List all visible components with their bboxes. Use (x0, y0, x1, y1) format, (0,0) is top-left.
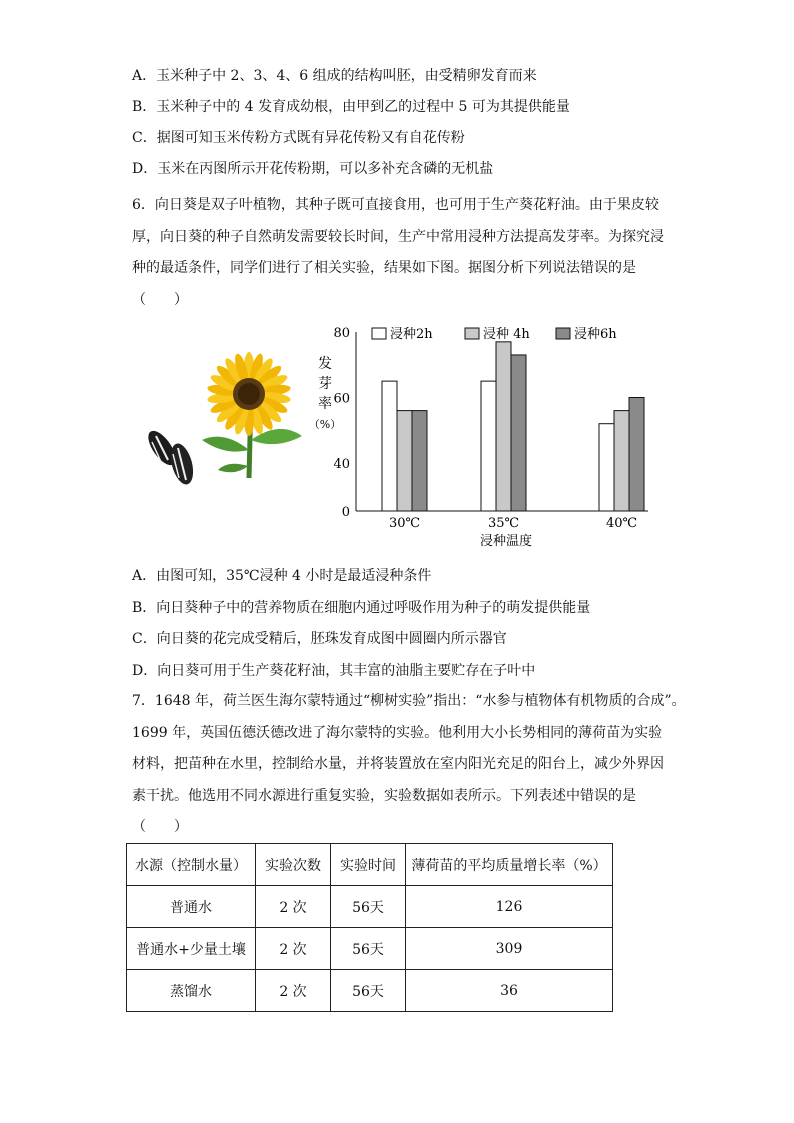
q7-data-table (126, 843, 613, 1012)
y-tick-label: 80 (333, 326, 350, 341)
sunflower-seeds (143, 426, 197, 486)
table-cell: 蒸馏水 (127, 970, 256, 1012)
legend-label: 浸种2h (390, 327, 433, 342)
q7-bracket: （ ） (132, 819, 188, 835)
bar (511, 355, 526, 511)
table-header-cell: 实验时间 (331, 844, 406, 886)
q7-stem-line: 7．1648 年，荷兰医生海尔蒙特通过“柳树实验”指出：“水参与植物体有机物质的合成”。 (132, 693, 686, 709)
q5-option-c: C．据图可知玉米传粉方式既有异花传粉又有自花传粉 (132, 130, 465, 146)
bar (496, 342, 511, 511)
table-cell: 2 次 (256, 928, 331, 970)
table-cell: 309 (406, 928, 613, 970)
q7-stem-line: 素干扰。他选用不同水源进行重复实验，实验数据如表所示。下列表述中错误的是 (132, 787, 636, 804)
q6-option-c: C．向日葵的花完成受精后，胚珠发育成图中圆圈内所示器官 (132, 631, 507, 647)
table-cell: 普通水+少量土壤 (127, 928, 256, 970)
bar (397, 411, 412, 511)
q6-stem-line: 6．向日葵是双子叶植物，其种子既可直接食用，也可用于生产葵花籽油。由于果皮较 (132, 197, 659, 213)
q6-option-d: D．向日葵可用于生产葵花籽油，其丰富的油脂主要贮存在子叶中 (132, 662, 536, 679)
y-label-char: 发 (318, 356, 332, 372)
x-tick-label: 35℃ (487, 516, 520, 531)
legend-swatch (465, 328, 479, 339)
table-cell: 126 (406, 886, 613, 928)
table-header-cell: 实验次数 (256, 844, 331, 886)
bar (599, 424, 614, 511)
table-cell: 普通水 (127, 886, 256, 928)
x-tick-label: 30℃ (388, 516, 421, 531)
q6-bracket: （ ） (132, 291, 188, 308)
legend-label: 浸种 4h (483, 327, 530, 342)
y-tick-label: 0 (341, 505, 350, 520)
bar (382, 381, 397, 511)
x-axis-label: 浸种温度 (479, 534, 533, 549)
y-label-char: （%） (308, 418, 342, 431)
y-label-char: 率 (318, 396, 332, 412)
x-tick-label: 40℃ (605, 516, 638, 531)
x-ticks (389, 516, 637, 531)
q6-figure (132, 318, 672, 562)
legend-swatch (556, 328, 570, 339)
y-tick-label: 60 (333, 391, 350, 407)
y-tick-label: 40 (333, 457, 350, 472)
table-row (127, 886, 613, 928)
y-label-char: 芽 (318, 376, 332, 392)
bar (614, 411, 629, 511)
q7-stem-line: 材料，把苗种在水里，控制给水量，并将装置放在室内阳光充足的阳台上，减少外界因 (132, 756, 664, 772)
table-header-row (127, 844, 613, 886)
q7-stem-line: 1699 年，英国伍德沃德改进了海尔蒙特的实验。他利用大小长势相同的薄荷苗为实验 (132, 724, 663, 741)
germination-chart (309, 326, 648, 549)
q5-option-d: D．玉米在丙图所示开花传粉期，可以多补充含磷的无机盐 (132, 161, 494, 177)
q6-stem (132, 190, 672, 316)
table-row (127, 970, 613, 1012)
table-cell: 56天 (331, 886, 406, 928)
table-row (127, 928, 613, 970)
table-cell: 2 次 (256, 886, 331, 928)
bar (481, 381, 496, 511)
table-cell: 36 (406, 970, 613, 1012)
q6-stem-line: 厚，向日葵的种子自然萌发需要较长时间，生产中常用浸种方法提高发芽率。为探究浸 (132, 228, 664, 245)
sunflower-illustration (202, 352, 302, 478)
q5-option-a: A．玉米种子中 2、3、4、6 组成的结构叫胚，由受精卵发育而来 (132, 68, 537, 84)
q7-stem (132, 686, 686, 844)
table-header-cell: 水源（控制水量） (127, 844, 256, 886)
table-cell: 56天 (331, 970, 406, 1012)
table-cell: 56天 (331, 928, 406, 970)
q6-option-a: A．由图可知，35℃浸种 4 小时是最适浸种条件 (132, 568, 432, 584)
legend-label: 浸种6h (574, 327, 617, 342)
table-cell: 2 次 (256, 970, 331, 1012)
table-header-cell: 薄荷苗的平均质量增长率（%） (406, 844, 613, 886)
q5-option-b: B．玉米种子中的 4 发育成幼根，由甲到乙的过程中 5 可为其提供能量 (132, 99, 570, 115)
q6-options (132, 561, 672, 687)
bars (382, 342, 644, 511)
bar (412, 411, 427, 511)
legend-swatch (372, 328, 386, 339)
q6-stem-line: 种的最适条件，同学们进行了相关实验，结果如下图。据图分析下列说法错误的是 (132, 260, 636, 276)
legend (372, 327, 617, 342)
bar (629, 398, 644, 512)
q6-option-b: B．向日葵种子中的营养物质在细胞内通过呼吸作用为种子的萌发提供能量 (132, 599, 591, 616)
